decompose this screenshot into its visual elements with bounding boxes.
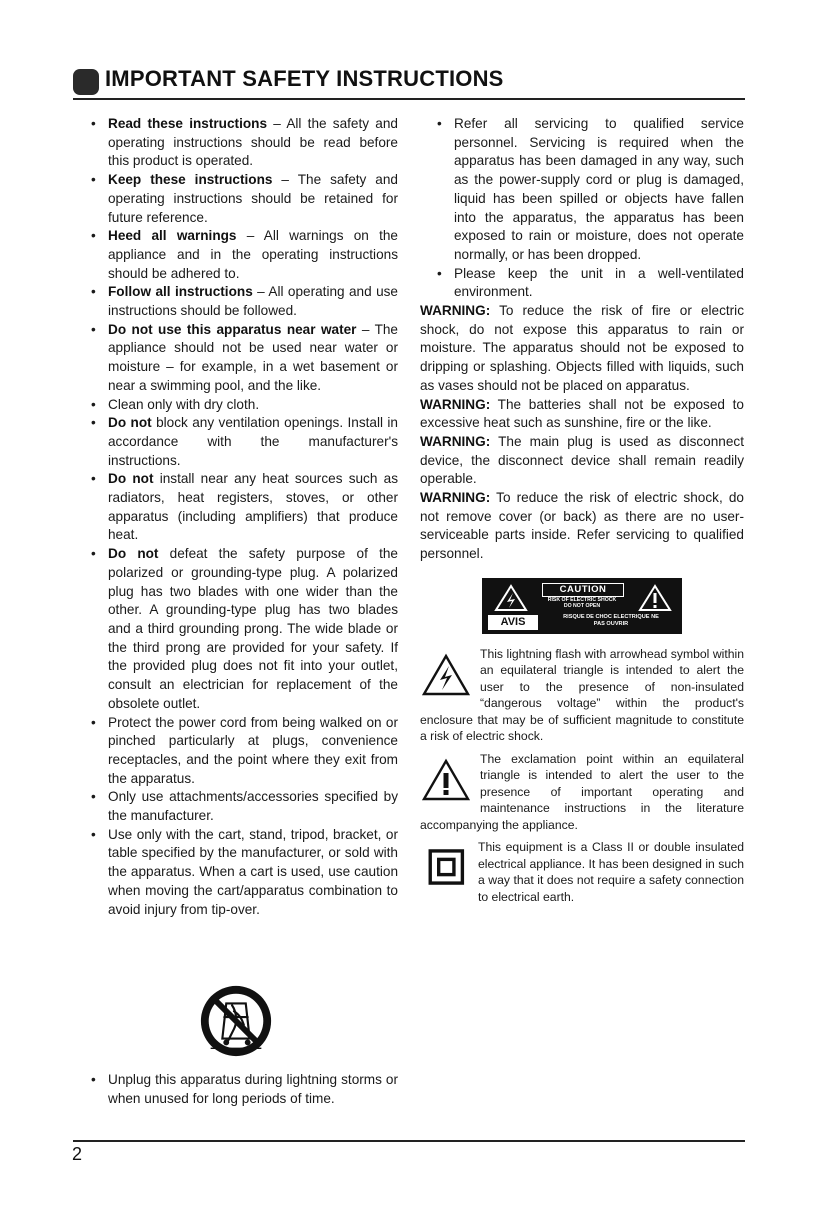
- warning-paragraph: WARNING: The batteries shall not be exposed to excessive heat such as sunshine, fire or the like.: [420, 396, 744, 431]
- list-item: • Keep these instructions – The safety and operating instructions should be retained for future reference.: [88, 171, 398, 227]
- page-title: IMPORTANT SAFETY INSTRUCTIONS: [105, 66, 504, 91]
- lightning-triangle-icon: [420, 652, 472, 700]
- caution-avis-label: [482, 578, 682, 634]
- list-item: • Refer all servicing to qualified service personnel. Servicing is required when the apparatus has been damaged in any way, such as the power-supply cord or plug is damaged, liquid has been spilled or objects have fallen into the apparatus, the apparatus has been exposed to rain or moisture, does not operate normally, or has been dropped.: [420, 115, 744, 265]
- list-item: • Use only with the cart, stand, tripod, bracket, or table specified by the manufacturer, or sold with the apparatus. When a cart is used, use caution when moving the cart/apparatus combination to avoid injury from tip-over.: [88, 826, 398, 920]
- avis-word: AVIS: [488, 615, 538, 630]
- left-column: [88, 115, 398, 919]
- caution-word: CAUTION: [542, 583, 624, 597]
- list-item: • Do not defeat the safety purpose of the polarized or grounding-type plug. A polarized plug has two blades with one wider than the other. A grounding-type plug has two blades and a third grounding prong. The wide blade or the third prong are provided for your safety. If the provided plug does not fit into your outlet, consult an electrician for replacement of the obsolete outlet.: [88, 545, 398, 713]
- right-column: [420, 115, 744, 905]
- list-item: • Protect the power cord from being walked on or pinched particularly at plugs, convenience receptacles, and the point where they exit from the apparatus.: [88, 714, 398, 789]
- unplug-instruction: [88, 1071, 398, 1108]
- list-item: • Do not use this apparatus near water – The appliance should not be used near water or moisture – for example, in a wet basement or near a swimming pool, and the like.: [88, 321, 398, 396]
- exclamation-symbol-explanation: The exclamation point within an equilateral triangle is intended to alert the user to the presence of important operating and maintenance instructions in the literature accompanying the appliance.: [420, 751, 744, 832]
- class-ii-double-square-icon: [426, 845, 470, 889]
- list-item: • Heed all warnings – All warnings on the appliance and in the operating instructions should be adhered to.: [88, 227, 398, 283]
- list-item: • Do not block any ventilation openings. Install in accordance with the manufacturer's instructions.: [88, 414, 398, 470]
- left-bullet-list: [88, 115, 398, 919]
- right-bullet-list: [420, 115, 744, 302]
- list-item: • Do not install near any heat sources such as radiators, heat registers, stoves, or other apparatus (including amplifiers) that produce heat.: [88, 470, 398, 545]
- page-number: 2: [72, 1144, 83, 1164]
- page-header: [73, 66, 745, 100]
- list-item: • Unplug this apparatus during lightning storms or when unused for long periods of time.: [88, 1071, 398, 1108]
- list-item: • Please keep the unit in a well-ventilated environment.: [420, 265, 744, 302]
- avis-subtext: RISQUE DE CHOC ELECTRIQUE NE PAS OUVRIR: [563, 613, 659, 627]
- exclamation-triangle-icon: [420, 757, 472, 805]
- list-item: • Only use attachments/accessories specified by the manufacturer.: [88, 788, 398, 825]
- lightning-symbol-explanation: This lightning flash with arrowhead symbol within an equilateral triangle is intended to alert the user to the presence of non-insulated “dangerous voltage” within the product's enclosure that may be of sufficient magnitude to constitute a risk of electric shock.: [420, 646, 744, 744]
- exclamation-triangle-icon: [638, 584, 672, 612]
- caution-subtext: RISK OF ELECTRIC SHOCK DO NOT OPEN: [547, 596, 617, 609]
- warning-paragraph: WARNING: To reduce the risk of electric shock, do not remove cover (or back) as there are no user-serviceable parts inside. Refer servicing to qualified personnel.: [420, 490, 744, 562]
- list-item: • Follow all instructions – All operating and use instructions should be followed.: [88, 283, 398, 320]
- warning-paragraph: WARNING: The main plug is used as disconnect device, the disconnect device shall remain readily operable.: [420, 433, 744, 487]
- lightning-triangle-icon: [494, 584, 528, 612]
- class-ii-symbol-explanation: This equipment is a Class II or double insulated electrical appliance. It has been designed in such a way that it does not require a safety connection to electrical earth.: [420, 839, 744, 905]
- list-item: • Read these instructions – All the safety and operating instructions should be read before this product is operated.: [88, 115, 398, 171]
- list-item: • Clean only with dry cloth.: [88, 396, 398, 415]
- cart-warning-icon: [197, 982, 275, 1060]
- warning-paragraph: WARNING: To reduce the risk of fire or electric shock, do not expose this apparatus to rain or moisture. The apparatus should not be exposed to dripping or splashing. Objects filled with liquids, such as vases should not be placed on apparatus.: [420, 303, 744, 393]
- footer-divider: [73, 1140, 745, 1142]
- header-marker-icon: [73, 69, 99, 95]
